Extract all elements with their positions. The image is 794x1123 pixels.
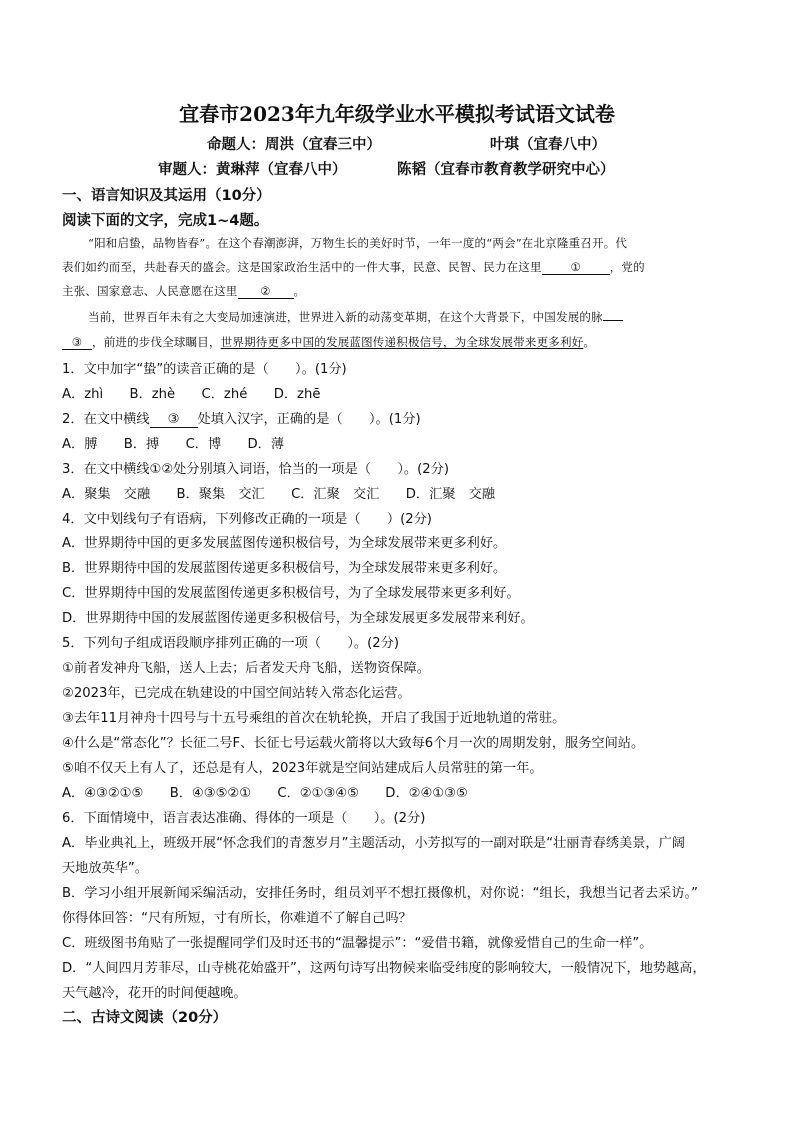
reviewer-1: 黄琳萍（宜春八中） bbox=[216, 162, 347, 178]
question-5: 5．下列句子组成语段顺序排列正确的一项（ ）。(2分) bbox=[62, 636, 399, 651]
passage-text: 当前，世界百年未有之大变局加速演进，世界进入新的动荡变革期，在这个大背景下，中国发展的脉 bbox=[88, 310, 603, 324]
question-4: 4．文中划线句子有语病，下列修改正确的一项是（ ）(2分) bbox=[62, 512, 432, 527]
reviewer-label: 审题人： bbox=[158, 162, 216, 178]
author-1: 周洪（宜春三中） bbox=[265, 137, 381, 153]
question-3-options: A．聚集 交融 B．聚集 交汇 C．汇聚 交汇 D．汇聚 交融 bbox=[62, 487, 496, 502]
passage-text: 。 bbox=[583, 335, 596, 349]
question-4-option-a: A．世界期待中国的更多发展蓝图传递积极信号，为全球发展带来更多利好。 bbox=[62, 536, 507, 551]
question-5-sentence-2: ②2023年，已完成在轨建设的中国空间站转入常态化运营。 bbox=[62, 686, 411, 701]
blank-3-start bbox=[603, 320, 623, 321]
question-1-options: A．zhì B．zhè C．zhé D．zhē bbox=[62, 387, 321, 402]
passage-line bbox=[62, 283, 305, 299]
reviewer-line bbox=[158, 158, 347, 179]
question-2 bbox=[62, 408, 421, 428]
blank-1: ① bbox=[542, 260, 610, 275]
question-4-option-d: D．世界期待中国的发展蓝图传递更多积极信号，为全球发展更多发展带来利好。 bbox=[62, 611, 534, 626]
question-1: 1．文中加字“蛰”的读音正确的是（ ）。(1分) bbox=[62, 362, 347, 377]
question-4-option-c: C．世界期待中国的发展蓝图传递更多积极信号，为了全球发展带来更多利好。 bbox=[62, 586, 520, 601]
q2-blank: ③ bbox=[150, 412, 198, 428]
question-6-option-b: B．学习小组开展新闻采编活动，安排任务时，组员刘平不想扛摄像机，对你说：“组长，我想当记者去采访。” bbox=[62, 886, 698, 901]
reviewer-2: 陈韬（宜春市教育教学研究中心） bbox=[397, 162, 615, 178]
question-6-option-c: C．班级图书角贴了一张提醒同学们及时还书的“温馨提示”：“爱借书籍，就像爱惜自己的生命一样”。 bbox=[62, 936, 653, 951]
question-6-option-d: D．“人间四月芳菲尽，山寺桃花始盛开”，这两句诗写出物候来临受纬度的影响较大，一般情况下，地势越高， bbox=[62, 961, 706, 976]
author-label: 命题人： bbox=[207, 137, 265, 153]
question-5-options: A．④③②①⑤ B．④③⑤②① C．②①③④⑤ D．②④①③⑤ bbox=[62, 786, 468, 801]
question-3: 3．在文中横线①②处分别填入词语，恰当的一项是（ ）。(2分) bbox=[62, 462, 449, 477]
passage-line: “阳和启蛰，品物皆春”。在这个春潮澎湃，万物生长的美好时节，一年一度的“两会”在北京隆重召开。代 bbox=[88, 236, 628, 250]
question-2-options: A．膊 B．搏 C．博 D．薄 bbox=[62, 437, 285, 452]
question-5-sentence-3: ③去年11月神舟十四号与十五号乘组的首次在轨轮换，开启了我国于近地轨道的常驻。 bbox=[62, 711, 566, 726]
section2-heading: 二、古诗文阅读（20分） bbox=[62, 1010, 228, 1026]
question-6-option-d-cont: 天气越冷，花开的时间便越晚。 bbox=[62, 986, 247, 1001]
passage-line bbox=[62, 259, 645, 275]
passage-text: 主张、国家意志、人民意愿在这里 bbox=[62, 284, 238, 298]
section1-instruction: 阅读下面的文字，完成1~4题。 bbox=[62, 213, 269, 229]
passage-text: 表们如约而至，共赴春天的盛会。这是国家政治生活中的一件大事，民意、民智、民力在这里 bbox=[62, 260, 542, 274]
author-2: 叶琪（宜春八中） bbox=[490, 137, 606, 153]
question-6-option-a: A．毕业典礼上，班级开展“怀念我们的青葱岁月”主题活动，小芳拟写的一副对联是“壮丽青春绣美景，广阔 bbox=[62, 836, 685, 851]
question-6-option-b-cont: 你得体回答：“尺有所短，寸有所长，你难道不了解自己吗？ bbox=[62, 911, 412, 926]
blank-2: ② bbox=[238, 284, 294, 299]
passage-text: 。 bbox=[293, 284, 306, 298]
question-text: 2．在文中横线 bbox=[62, 412, 150, 427]
question-5-sentence-5: ⑤咱不仅天上有人了，还总是有人，2023年就是空间站建成后人员常驻的第一年。 bbox=[62, 761, 543, 776]
question-4-option-b: B．世界期待中国的发展蓝图传递更多积极信号，为全球发展带来更多利好。 bbox=[62, 561, 507, 576]
passage-line bbox=[62, 334, 595, 350]
question-6: 6．下面情境中，语言表达准确、得体的一项是（ ）。(2分) bbox=[62, 811, 426, 826]
passage-text: ，党的 bbox=[609, 260, 645, 274]
passage-text: ，前进的步伐全球瞩目， bbox=[92, 335, 221, 349]
question-5-sentence-4: ④什么是“常态化”？长征二号F、长征七号运载火箭将以大致每6个月一次的周期发射，服务空间站。 bbox=[62, 736, 645, 751]
question-5-sentence-1: ①前者发神舟飞船，送人上去；后者发天舟飞船，送物资保障。 bbox=[62, 661, 430, 676]
passage-line bbox=[88, 309, 623, 325]
section1-heading: 一、语言知识及其运用（10分） bbox=[62, 188, 271, 204]
question-6-option-a-cont: 天地放英华”。 bbox=[62, 861, 148, 876]
author-line bbox=[207, 133, 381, 154]
blank-3: ③ bbox=[62, 335, 92, 350]
question-text: 处填入汉字，正确的是（ ）。(1分) bbox=[197, 412, 421, 427]
underlined-sentence: 世界期待更多中国的发展蓝图传递积极信号，为全球发展带来更多利好 bbox=[220, 335, 584, 349]
exam-title: 宜春市2023年九年级学业水平模拟考试语文试卷 bbox=[179, 102, 615, 126]
